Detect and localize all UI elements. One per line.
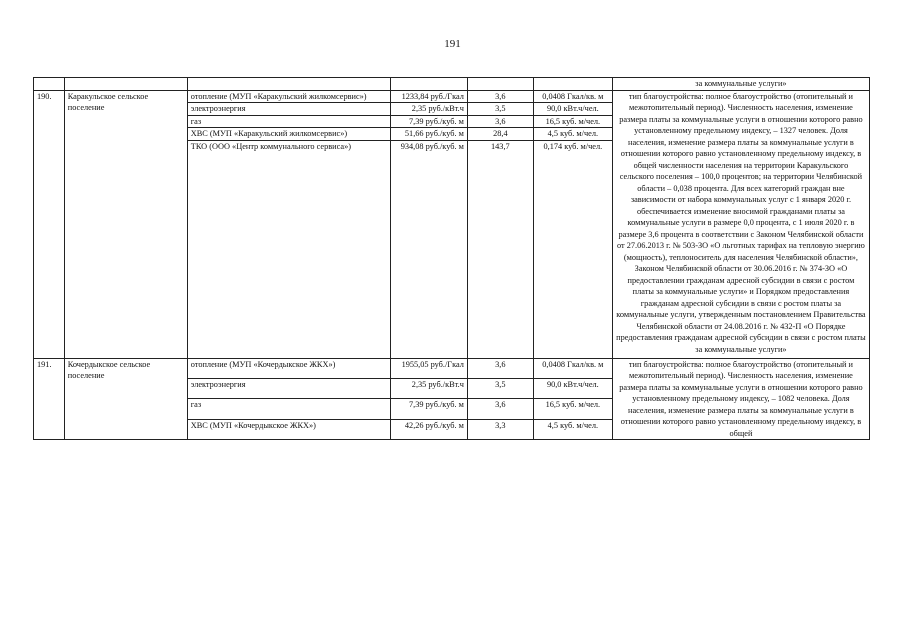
continuation-row [34,78,870,91]
service-norm: 0,0408 Гкал/кв. м [533,90,612,103]
service-volume: 3,3 [467,419,533,439]
service-name: газ [187,115,390,128]
service-name: отопление (МУП «Каракульский жилкомсервис») [187,90,390,103]
service-volume: 3,5 [467,378,533,398]
service-tariff: 7,39 руб./куб. м [391,399,468,419]
service-volume: 28,4 [467,128,533,141]
settlement-note: тип благоустройства: полное благоустройство (отопительный и межотопительный период). Численность населения, изменение размера платы за коммунальные услуги в отношении которого равно установленному предельному индексу, – 1082 человека. Доля населения, изменение размера платы за коммунальные услуги в отношении которого равно установленному предельному индексу, в общей [612,358,869,440]
service-tariff: 42,26 руб./куб. м [391,419,468,439]
table-row [34,90,870,103]
settlement-name: Каракульское сельское поселение [64,90,187,358]
service-tariff: 1955,05 руб./Гкал [391,358,468,378]
service-name: ХВС (МУП «Каракульский жилкомсервис») [187,128,390,141]
service-volume: 3,6 [467,399,533,419]
service-volume: 3,6 [467,358,533,378]
service-norm: 16,5 куб. м/чел. [533,399,612,419]
continuation-text: за коммунальные услуги» [612,78,869,91]
tariff-table [33,77,870,440]
table-row [34,358,870,378]
row-number: 190. [34,90,65,358]
service-norm: 90,0 кВт.ч/чел. [533,103,612,116]
service-norm: 0,0408 Гкал/кв. м [533,358,612,378]
service-norm: 90,0 кВт.ч/чел. [533,378,612,398]
service-tariff: 1233,84 руб./Гкал [391,90,468,103]
service-name: ТКО (ООО «Центр коммунального сервиса») [187,140,390,358]
service-name: газ [187,399,390,419]
service-volume: 3,6 [467,90,533,103]
service-norm: 4,5 куб. м/чел. [533,419,612,439]
service-tariff: 2,35 руб./кВт.ч [391,378,468,398]
service-tariff: 2,35 руб./кВт.ч [391,103,468,116]
service-name: ХВС (МУП «Кочердыкское ЖКХ») [187,419,390,439]
service-volume: 3,6 [467,115,533,128]
settlement-note: тип благоустройства: полное благоустройство (отопительный и межотопительный период). Численность населения, изменение размера платы за коммунальные услуги в отношении которого равно установленному предельному индексу, – 1327 человек. Доля населения, изменение размера платы за коммунальные услуги в отношении которого равно установленному предельному индексу, в общей численности населения на территории Каракульского сельского поселения – 100,0 процентов; на территории Челябинской области – 0,038 процента. Для всех категорий граждан вне зависимости от набора коммунальных услуг с 1 января 2020 г. обеспечивается изменение вносимой гражданами платы за коммунальные услуги в размере 0,0 процента, с 1 июля 2020 г. в размере 3,6 процента в соответствии с Законом Челябинской области от 27.06.2013 г. № 503-ЗО «О льготных тарифах на тепловую энергию (мощность), теплоноситель для населения Челябинской области», Законом Челябинской области от 30.06.2016 г. № 374-ЗО «О предоставлении гражданам адресной субсидии в связи с ростом платы за коммунальные услуги» и Порядком предоставления гражданам адресной субсидии в связи с ростом платы за коммунальные услуги, утвержденным постановлением Правительства Челябинской области от 24.08.2016 г. № 432-П «О Порядке предоставления гражданам адресной субсидии в связи с ростом платы за коммунальные услуги» [612,90,869,358]
service-norm: 0,174 куб. м/чел. [533,140,612,358]
service-norm: 16,5 куб. м/чел. [533,115,612,128]
service-tariff: 7,39 руб./куб. м [391,115,468,128]
service-tariff: 934,08 руб./куб. м [391,140,468,358]
service-volume: 3,5 [467,103,533,116]
service-name: электроэнергия [187,103,390,116]
settlement-name: Кочердыкское сельское поселение [64,358,187,440]
row-number: 191. [34,358,65,440]
service-name: электроэнергия [187,378,390,398]
service-norm: 4,5 куб. м/чел. [533,128,612,141]
service-tariff: 51,66 руб./куб. м [391,128,468,141]
page-number: 191 [444,38,461,50]
service-volume: 143,7 [467,140,533,358]
service-name: отопление (МУП «Кочердыкское ЖКХ») [187,358,390,378]
